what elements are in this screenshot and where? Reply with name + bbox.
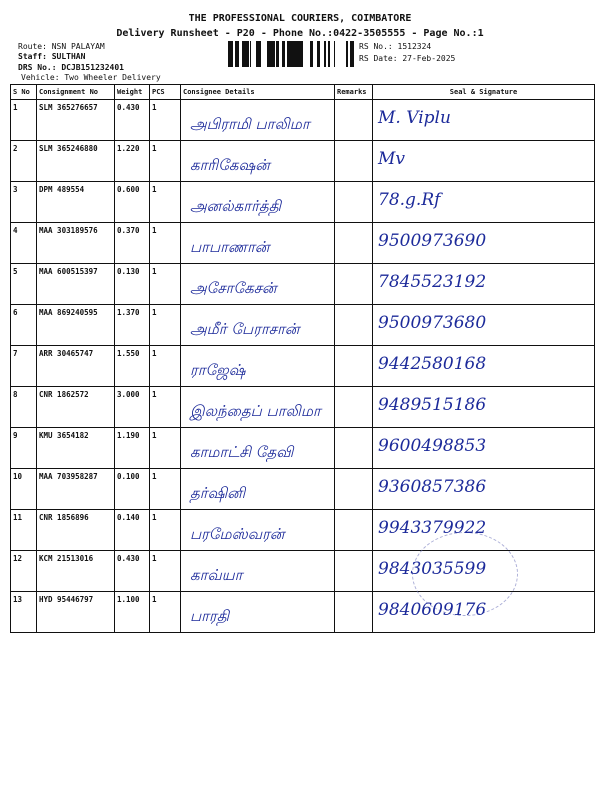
weight-cell: 1.220 [115,141,150,182]
weight-cell: 0.600 [115,182,150,223]
table-row [11,346,595,387]
handwritten-signature: 9500973680 [378,313,487,333]
remarks-cell [335,100,373,141]
handwritten-consignee-name: காவ்யா [190,566,243,584]
handwritten-consignee-name: அனல்கார்த்தி [190,197,281,215]
pcs-cell: 1 [150,100,181,141]
pcs-cell: 1 [150,428,181,469]
pcs-cell: 1 [150,469,181,510]
consignment-cell: HYD 95446797 [37,592,115,633]
weight-cell: 3.000 [115,387,150,428]
column-header: Weight [115,85,150,100]
remarks-cell [335,469,373,510]
table-header-row [11,85,595,100]
handwritten-signature: 9843035599 [378,559,487,579]
handwritten-signature: Mv [378,149,406,169]
weight-cell: 1.550 [115,346,150,387]
consignment-cell: MAA 303189576 [37,223,115,264]
remarks-cell [335,223,373,264]
sno-cell: 7 [11,346,37,387]
route-label: Route: NSN PALAYAM [18,42,105,51]
handwritten-consignee-name: பரமேஸ்வரன் [190,525,285,543]
handwritten-signature: 9943379922 [378,518,487,538]
pcs-cell: 1 [150,387,181,428]
handwritten-signature: 9442580168 [378,354,487,374]
vehicle-label: Vehicle: Two Wheeler Delivery [21,73,161,82]
weight-cell: 0.370 [115,223,150,264]
pcs-cell: 1 [150,182,181,223]
weight-cell: 0.430 [115,551,150,592]
sno-cell: 13 [11,592,37,633]
remarks-cell [335,428,373,469]
staff-label: Staff: SULTHAN [18,52,86,61]
pcs-cell: 1 [150,305,181,346]
table-row [11,223,595,264]
column-header: S No [11,85,37,100]
consignment-cell: KCM 21513016 [37,551,115,592]
weight-cell: 0.140 [115,510,150,551]
consignment-cell: SLM 365276657 [37,100,115,141]
remarks-cell [335,141,373,182]
sno-cell: 4 [11,223,37,264]
remarks-cell [335,551,373,592]
handwritten-signature: 78.g.Rf [378,190,441,210]
table-row [11,305,595,346]
pcs-cell: 1 [150,223,181,264]
column-header: Remarks [335,85,373,100]
rs-date: RS Date: 27-Feb-2025 [359,54,456,63]
table-row [11,182,595,223]
remarks-cell [335,510,373,551]
table-row [11,264,595,305]
rs-number: RS No.: 1512324 [359,42,432,51]
handwritten-signature: 7845523192 [378,272,487,292]
consignment-cell: DPM 489554 [37,182,115,223]
remarks-cell [335,264,373,305]
handwritten-consignee-name: காமாட்சி தேவி [190,443,294,461]
handwritten-signature: 9840609176 [378,600,487,620]
remarks-cell [335,346,373,387]
table-row [11,428,595,469]
sno-cell: 12 [11,551,37,592]
drs-label: DRS No.: DCJB151232401 [18,63,124,72]
handwritten-consignee-name: பாரதி [190,607,230,625]
sno-cell: 10 [11,469,37,510]
pcs-cell: 1 [150,264,181,305]
remarks-cell [335,305,373,346]
table-row [11,141,595,182]
consignment-cell: MAA 869240595 [37,305,115,346]
weight-cell: 0.100 [115,469,150,510]
column-header: Consignee Details [181,85,335,100]
handwritten-consignee-name: அசோகேசன் [190,279,277,297]
remarks-cell [335,592,373,633]
column-header: Seal & Signature [373,85,595,100]
consignment-cell: CNR 1862572 [37,387,115,428]
handwritten-consignee-name: காரிகேஷன் [190,156,270,174]
handwritten-consignee-name: அமீர் பேராசான் [190,320,300,338]
column-header: PCS [150,85,181,100]
remarks-cell [335,387,373,428]
handwritten-signature: 9360857386 [378,477,487,497]
handwritten-signature: 9500973690 [378,231,487,251]
sno-cell: 5 [11,264,37,305]
weight-cell: 1.370 [115,305,150,346]
consignment-cell: MAA 600515397 [37,264,115,305]
sno-cell: 2 [11,141,37,182]
handwritten-consignee-name: இலந்தைப் பாலிமா [190,402,321,420]
sno-cell: 1 [11,100,37,141]
handwritten-consignee-name: தர்ஷினி [190,484,246,502]
consignment-cell: CNR 1856896 [37,510,115,551]
document-subtitle: Delivery Runsheet - P20 - Phone No.:0422-3505555 - Page No.:1 [116,28,484,39]
consignment-cell: KMU 3654182 [37,428,115,469]
barcode-image [228,41,356,67]
signature-cell [373,141,595,182]
handwritten-consignee-name: பாபாணான் [190,238,270,256]
sno-cell: 9 [11,428,37,469]
table-row [11,469,595,510]
weight-cell: 0.130 [115,264,150,305]
remarks-cell [335,182,373,223]
pcs-cell: 1 [150,592,181,633]
pcs-cell: 1 [150,551,181,592]
consignment-cell: SLM 365246880 [37,141,115,182]
handwritten-signature: 9489515186 [378,395,487,415]
sno-cell: 8 [11,387,37,428]
pcs-cell: 1 [150,510,181,551]
handwritten-consignee-name: ராஜேஷ் [190,361,246,379]
handwritten-consignee-name: அபிராமி பாலிமா [190,115,310,133]
weight-cell: 1.100 [115,592,150,633]
weight-cell: 0.430 [115,100,150,141]
weight-cell: 1.190 [115,428,150,469]
column-header: Consignment No [37,85,115,100]
consignment-cell: MAA 703958287 [37,469,115,510]
sno-cell: 6 [11,305,37,346]
handwritten-signature: 9600498853 [378,436,487,456]
sno-cell: 11 [11,510,37,551]
document-title: THE PROFESSIONAL COURIERS, COIMBATORE [188,13,412,24]
pcs-cell: 1 [150,141,181,182]
sno-cell: 3 [11,182,37,223]
handwritten-signature: M. Viplu [378,108,451,128]
consignment-cell: ARR 30465747 [37,346,115,387]
pcs-cell: 1 [150,346,181,387]
table-row [11,510,595,551]
